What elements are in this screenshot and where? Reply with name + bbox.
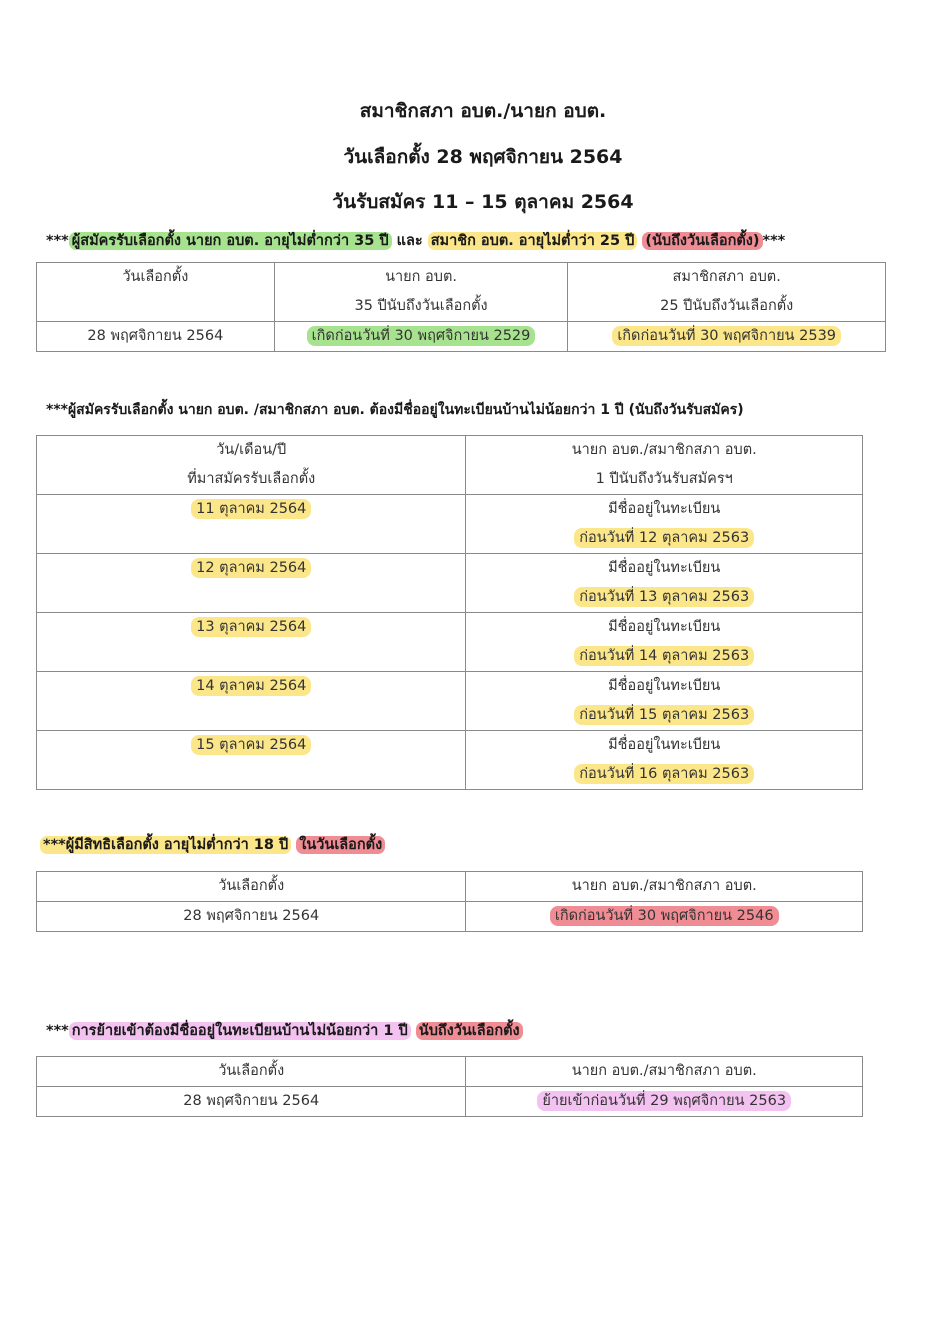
section2-apply-date: 11 ตุลาคม 2564 <box>191 499 311 519</box>
section2-registration-cell <box>466 731 863 790</box>
section2-registration-date: ก่อนวันที่ 12 ตุลาคม 2563 <box>574 528 754 548</box>
section2-apply-date-cell <box>37 672 466 731</box>
section2-registration-date: ก่อนวันที่ 16 ตุลาคม 2563 <box>574 764 754 784</box>
section1-header-mayor: นายก อบต. 35 ปีนับถึงวันเลือกตั้ง <box>274 263 568 322</box>
section4-move-in-cell <box>466 1087 863 1117</box>
section3-note-on-election-day: ในวันเลือกตั้ง <box>296 836 385 854</box>
section2-apply-date-cell <box>37 495 466 554</box>
section3-election-date: 28 พฤศจิกายน 2564 <box>37 902 466 932</box>
section2-registration-text: มีชื่ออยู่ในทะเบียน <box>608 560 721 576</box>
section2-registration-text: มีชื่ออยู่ในทะเบียน <box>608 678 721 694</box>
section3-birth-cell <box>466 902 863 932</box>
section1-note <box>46 229 785 252</box>
section2-registration-cell <box>466 613 863 672</box>
section2-registration-date: ก่อนวันที่ 13 ตุลาคม 2563 <box>574 587 754 607</box>
section4-election-date: 28 พฤศจิกายน 2564 <box>37 1087 466 1117</box>
table-row <box>37 613 863 672</box>
table-row <box>37 554 863 613</box>
section1-mayor-birth: เกิดก่อนวันที่ 30 พฤศจิกายน 2529 <box>307 326 536 346</box>
section1-header-row <box>37 263 886 322</box>
section1-note-count-to-election: (นับถึงวันเลือกตั้ง) <box>642 232 762 250</box>
section4-data-row <box>37 1087 863 1117</box>
section2-registration-date: ก่อนวันที่ 14 ตุลาคม 2563 <box>574 646 754 666</box>
section3-note-voter-age: ***ผู้มีสิทธิเลือกตั้ง อายุไม่ต่ำกว่า 18 ปี <box>40 836 291 854</box>
section3-header-position: นายก อบต./สมาชิกสภา อบต. <box>466 872 863 902</box>
table-row <box>37 495 863 554</box>
section2-registration-text: มีชื่ออยู่ในทะเบียน <box>608 501 721 517</box>
section4-note-prefix: *** <box>46 1023 69 1039</box>
section3-header-election-date: วันเลือกตั้ง <box>37 872 466 902</box>
section4-note <box>46 1019 523 1042</box>
section2-apply-date-cell <box>37 613 466 672</box>
section2-note: ***ผู้สมัครรับเลือกตั้ง นายก อบต. /สมาชิกสภา อบต. ต้องมีชื่ออยู่ในทะเบียนบ้านไม่น้อยกว่า 1 ปี (นับถึงวันรับสมัคร) <box>46 402 744 418</box>
section4-header-row <box>37 1057 863 1087</box>
section3-data-row <box>37 902 863 932</box>
section3-header-row <box>37 872 863 902</box>
section2-apply-date: 12 ตุลาคม 2564 <box>191 558 311 578</box>
section2-registration-text: มีชื่ออยู่ในทะเบียน <box>608 619 721 635</box>
section2-apply-date: 15 ตุลาคม 2564 <box>191 735 311 755</box>
table-row <box>37 672 863 731</box>
title-line-2: วันเลือกตั้ง 28 พฤศจิกายน 2564 <box>343 146 623 168</box>
section4-table <box>36 1056 863 1117</box>
section1-data-row <box>37 322 886 352</box>
section1-note-prefix: *** <box>46 233 69 249</box>
section2-apply-date: 14 ตุลาคม 2564 <box>191 676 311 696</box>
section2-registration-date: ก่อนวันที่ 15 ตุลาคม 2563 <box>574 705 754 725</box>
title-line-3: วันรับสมัคร 11 – 15 ตุลาคม 2564 <box>332 191 634 213</box>
section1-note-suffix: *** <box>762 233 786 249</box>
section2-header-registration: นายก อบต./สมาชิกสภา อบต. 1 ปีนับถึงวันรับสมัครฯ <box>466 436 863 495</box>
section3-birth-date: เกิดก่อนวันที่ 30 พฤศจิกายน 2546 <box>550 906 779 926</box>
section4-header-position: นายก อบต./สมาชิกสภา อบต. <box>466 1057 863 1087</box>
section1-member-birth: เกิดก่อนวันที่ 30 พฤศจิกายน 2539 <box>612 326 841 346</box>
section2-header-date: วัน/เดือน/ปี ที่มาสมัครรับเลือกตั้ง <box>37 436 466 495</box>
section1-note-member-age: สมาชิก อบต. อายุไม่ต่ำว่า 25 ปี <box>428 232 638 250</box>
section2-apply-date-cell <box>37 731 466 790</box>
section1-mayor-birth-cell <box>274 322 568 352</box>
section4-move-in-date: ย้ายเข้าก่อนวันที่ 29 พฤศจิกายน 2563 <box>537 1091 791 1111</box>
section2-apply-date: 13 ตุลาคม 2564 <box>191 617 311 637</box>
section4-note-count-to-election: นับถึงวันเลือกตั้ง <box>416 1022 523 1040</box>
section4-header-election-date: วันเลือกตั้ง <box>37 1057 466 1087</box>
section2-registration-text: มีชื่ออยู่ในทะเบียน <box>608 737 721 753</box>
table-row <box>37 731 863 790</box>
section2-registration-cell <box>466 495 863 554</box>
section1-header-member: สมาชิกสภา อบต. 25 ปีนับถึงวันเลือกตั้ง <box>568 263 886 322</box>
section2-registration-cell <box>466 554 863 613</box>
section2-registration-cell <box>466 672 863 731</box>
section1-header-election-date: วันเลือกตั้ง <box>37 263 275 322</box>
section1-election-date: 28 พฤศจิกายน 2564 <box>37 322 275 352</box>
section2-apply-date-cell <box>37 554 466 613</box>
section3-table <box>36 871 863 932</box>
section2-table <box>36 435 863 790</box>
section4-note-move-in: การย้ายเข้าต้องมีชื่ออยู่ในทะเบียนบ้านไม่น้อยกว่า 1 ปี <box>69 1022 411 1040</box>
section1-note-mayor-age: ผู้สมัครรับเลือกตั้ง นายก อบต. อายุไม่ต่ำกว่า 35 ปี <box>69 232 392 250</box>
section2-header-row <box>37 436 863 495</box>
section1-note-and: และ <box>391 233 428 249</box>
section1-table <box>36 262 886 352</box>
title-line-1: สมาชิกสภา อบต./นายก อบต. <box>359 100 607 122</box>
section1-member-birth-cell <box>568 322 886 352</box>
section3-note <box>40 833 385 856</box>
